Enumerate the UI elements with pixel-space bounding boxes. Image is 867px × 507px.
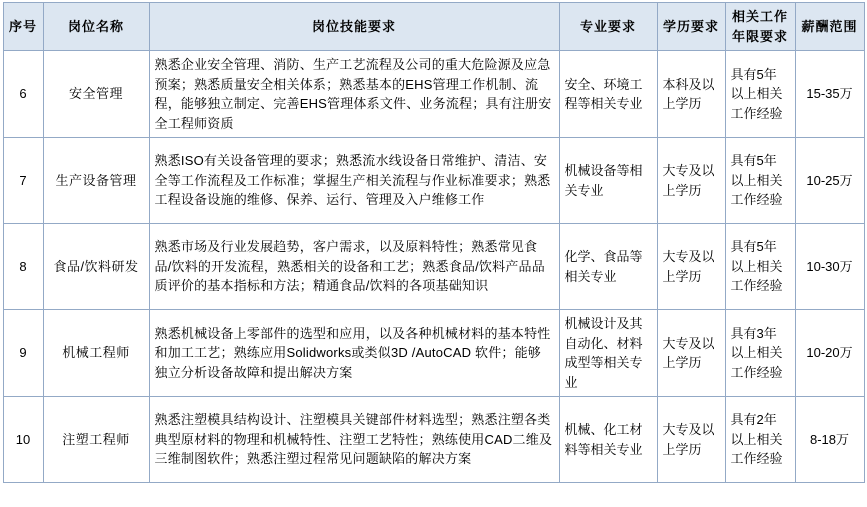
header-cell-no: 序号 (3, 3, 43, 51)
header-cell-major: 专业要求 (559, 3, 657, 51)
header-cell-education: 学历要求 (657, 3, 725, 51)
cell-salary: 10-30万 (795, 224, 864, 310)
cell-skill: 熟悉市场及行业发展趋势，客户需求，以及原料特性；熟悉常见食品/饮料的开发流程，熟悉相关的设备和工艺；熟悉食品/饮料产品品质评价的基本指标和方法；精通食品/饮料的各项基础知识 (149, 224, 559, 310)
table-header (3, 3, 864, 51)
table-row (3, 397, 864, 483)
table-row (3, 138, 864, 224)
cell-experience: 具有5年以上相关工作经验 (725, 224, 795, 310)
cell-major: 化学、食品等相关专业 (559, 224, 657, 310)
header-cell-title: 岗位名称 (43, 3, 149, 51)
cell-major: 机械设计及其自动化、材料成型等相关专业 (559, 310, 657, 397)
cell-experience: 具有3年以上相关工作经验 (725, 310, 795, 397)
cell-education: 大专及以上学历 (657, 310, 725, 397)
cell-no: 9 (3, 310, 43, 397)
cell-no: 10 (3, 397, 43, 483)
header-row (3, 3, 864, 51)
header-cell-skill: 岗位技能要求 (149, 3, 559, 51)
cell-no: 6 (3, 51, 43, 138)
cell-skill: 熟悉ISO有关设备管理的要求；熟悉流水线设备日常维护、清洁、安全等工作流程及工作标准；掌握生产相关流程与作业标准要求；熟悉工程设备设施的维修、保养、运行、管理及入户维修工作 (149, 138, 559, 224)
cell-major: 机械设备等相关专业 (559, 138, 657, 224)
cell-title: 食品/饮料研发 (43, 224, 149, 310)
cell-education: 大专及以上学历 (657, 224, 725, 310)
table-body (3, 51, 864, 483)
cell-skill: 熟悉机械设备上零部件的选型和应用，以及各种机械材料的基本特性和加工工艺；熟练应用Solidworks或类似3D /AutoCAD 软件；能够独立分析设备故障和提出解决方案 (149, 310, 559, 397)
cell-skill: 熟悉注塑模具结构设计、注塑模具关键部件材料选型；熟悉注塑各类典型原材料的物理和机械特性、注塑工艺特性；熟练使用CAD二维及三维制图软件；熟悉注塑过程常见问题缺陷的解决方案 (149, 397, 559, 483)
cell-salary: 10-25万 (795, 138, 864, 224)
cell-education: 大专及以上学历 (657, 138, 725, 224)
cell-salary: 15-35万 (795, 51, 864, 138)
cell-education: 本科及以上学历 (657, 51, 725, 138)
table-row (3, 224, 864, 310)
cell-title: 生产设备管理 (43, 138, 149, 224)
cell-no: 8 (3, 224, 43, 310)
header-cell-experience: 相关工作年限要求 (725, 3, 795, 51)
cell-experience: 具有2年以上相关工作经验 (725, 397, 795, 483)
cell-experience: 具有5年以上相关工作经验 (725, 51, 795, 138)
cell-title: 安全管理 (43, 51, 149, 138)
cell-title: 注塑工程师 (43, 397, 149, 483)
cell-experience: 具有5年以上相关工作经验 (725, 138, 795, 224)
cell-title: 机械工程师 (43, 310, 149, 397)
cell-skill: 熟悉企业安全管理、消防、生产工艺流程及公司的重大危险源及应急预案；熟悉质量安全相关体系；熟悉基本的EHS管理工作机制、流程，能够独立制定、完善EHS管理体系文件、业务流程；具有注册安全工程师资质 (149, 51, 559, 138)
cell-major: 机械、化工材料等相关专业 (559, 397, 657, 483)
cell-education: 大专及以上学历 (657, 397, 725, 483)
cell-no: 7 (3, 138, 43, 224)
cell-major: 安全、环境工程等相关专业 (559, 51, 657, 138)
job-requirements-table (3, 2, 865, 483)
cell-salary: 10-20万 (795, 310, 864, 397)
table-row (3, 51, 864, 138)
table-row (3, 310, 864, 397)
cell-salary: 8-18万 (795, 397, 864, 483)
header-cell-salary: 薪酬范围 (795, 3, 864, 51)
